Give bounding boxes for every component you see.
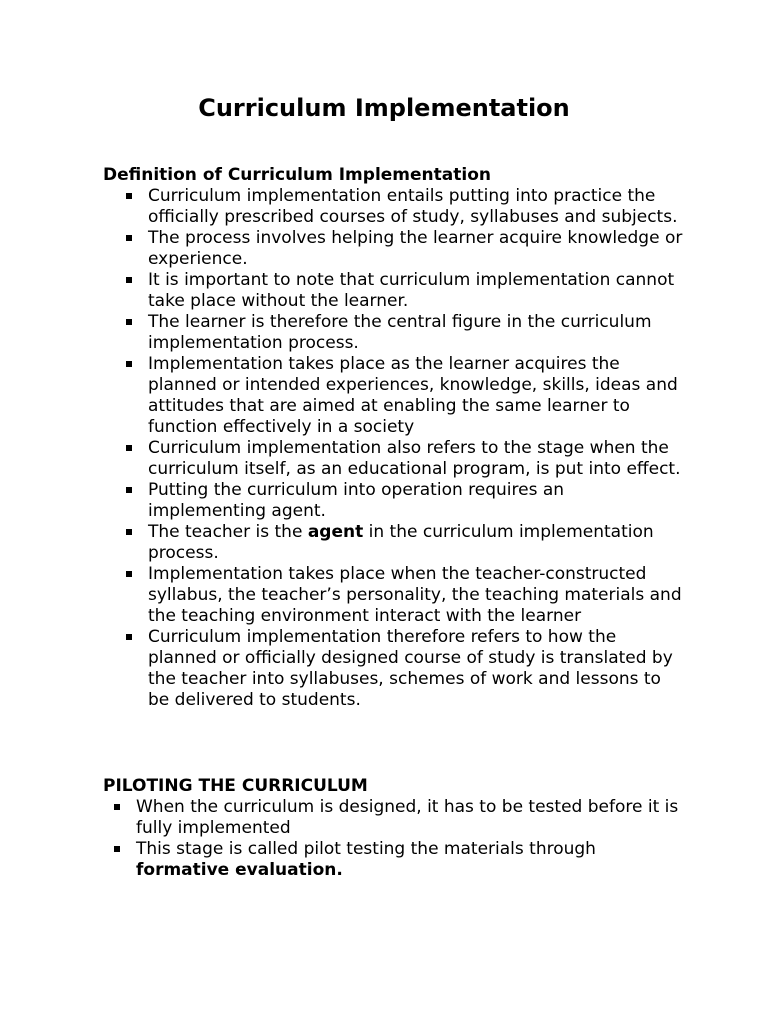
list-item: Implementation takes place as the learner acquires the planned or intended experiences, knowledge, skills, ideas and attitudes that are aimed at enabling the same learner to function effectively in a society <box>124 354 684 438</box>
list-item: When the curriculum is designed, it has to be tested before it is fully implemented <box>112 797 687 839</box>
list-item: It is important to note that curriculum implementation cannot take place without the learner. <box>124 270 684 312</box>
list-item: Putting the curriculum into operation requires an implementing agent. <box>124 480 684 522</box>
piloting-bullet-list <box>112 797 687 881</box>
list-item: The learner is therefore the central figure in the curriculum implementation process. <box>124 312 684 354</box>
list-item <box>124 522 684 564</box>
list-item: The process involves helping the learner acquire knowledge or experience. <box>124 228 684 270</box>
emphasis-text: formative evaluation. <box>136 860 343 880</box>
list-item-text: This stage is called pilot testing the materials through <box>136 839 596 859</box>
section-heading-piloting: PILOTING THE CURRICULUM <box>103 776 368 796</box>
list-item <box>112 839 687 881</box>
page-title: Curriculum Implementation <box>198 94 570 122</box>
definition-bullet-list <box>124 186 684 711</box>
list-item-text: The teacher is the <box>148 522 308 542</box>
list-item: Curriculum implementation also refers to the stage when the curriculum itself, as an educational program, is put into effect. <box>124 438 684 480</box>
list-item: Implementation takes place when the teacher-constructed syllabus, the teacher’s personality, the teaching materials and the teaching environment interact with the learner <box>124 564 684 627</box>
list-item: Curriculum implementation therefore refers to how the planned or officially designed course of study is translated by the teacher into syllabuses, schemes of work and lessons to be delivered to students. <box>124 627 684 711</box>
list-item-text: in the curriculum implementation process. <box>148 522 654 563</box>
emphasis-text: agent <box>307 522 364 542</box>
list-item: Curriculum implementation entails putting into practice the officially prescribed courses of study, syllabuses and subjects. <box>124 186 684 228</box>
section-heading-definition: Definition of Curriculum Implementation <box>103 165 491 185</box>
